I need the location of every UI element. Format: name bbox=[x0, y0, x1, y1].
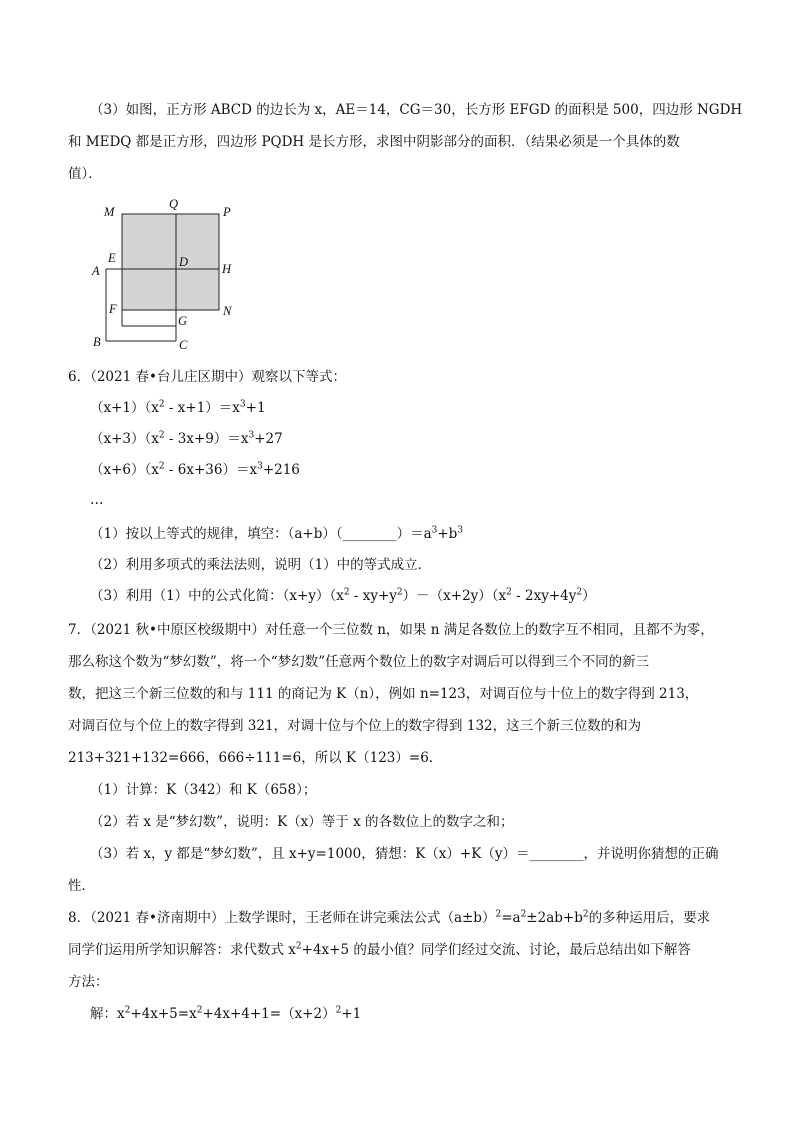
label-D: D bbox=[179, 255, 189, 269]
problem8-line3: 方法： bbox=[68, 974, 109, 990]
problem6-q2: （2）利用多项式的乘法法则，说明（1）中的等式成立． bbox=[90, 557, 432, 573]
problem6-ellipsis: … bbox=[90, 492, 104, 508]
label-H: H bbox=[222, 262, 232, 276]
label-Q: Q bbox=[169, 197, 179, 211]
geometry-figure bbox=[88, 196, 248, 354]
label-E: E bbox=[108, 251, 116, 265]
label-P: P bbox=[223, 205, 231, 219]
label-M: M bbox=[104, 205, 115, 219]
problem5-part3-line1: （3）如图，正方形 ABCD 的边长为 x，AE＝14，CG＝30，长方形 EFGD 的面积是 500，四边形 NGDH bbox=[90, 102, 743, 118]
problem6-eq2: $(x+3)(x^2 - 3x+9)=x^3+27$ bbox=[90, 430, 283, 447]
problem8-line4: 解：$x^2+4x+5=x^2+4x+4+1=(x+2)^2+1$ bbox=[90, 1005, 362, 1022]
problem7-line5: 213+321+132=666，666÷111=6，所以 K（123）=6． bbox=[68, 750, 443, 766]
problem6-eq3: $(x+6)(x^2 - 6x+36)=x^3+216$ bbox=[90, 461, 300, 478]
problem7-line3: 数，把这三个新三位数的和与 111 的商记为 K（n），例如 n=123，对调百位与十位上的数字得到 213， bbox=[68, 686, 699, 702]
problem8-line1: 8．（2021 春•济南期中）上数学课时，王老师在讲完乘法公式$(a\pm b)^2=a^2\pm 2ab+b^2$的多种运用后，要求 bbox=[68, 909, 711, 926]
problem7-q3: （3）若 x，y 都是“梦幻数”，且 x+y=1000，猜想：K（x）+K（y）＝________，并说明你猜想的正确 bbox=[90, 846, 719, 862]
label-B: B bbox=[93, 335, 101, 349]
problem7-line1: 7．（2021 秋•中原区校级期中）对任意一个三位数 n，如果 n 满足各数位上的数字互不相同，且都不为零， bbox=[68, 622, 714, 638]
problem5-part3-line2: 和 MEDQ 都是正方形，四边形 PQDH 是长方形，求图中阴影部分的面积．（结果必须是一个具体的数 bbox=[68, 134, 680, 150]
problem5-part3-line3: 值）． bbox=[68, 166, 102, 182]
problem7-q3-cont: 性． bbox=[68, 878, 95, 894]
problem6-header: 6．（2021 春•台儿庄区期中）观察以下等式： bbox=[68, 369, 346, 385]
label-A: A bbox=[92, 264, 100, 278]
problem6-eq1: $(x+1)(x^2 - x+1)=x^3+1$ bbox=[90, 399, 266, 416]
shaded-region bbox=[122, 214, 219, 310]
label-F: F bbox=[109, 302, 117, 316]
problem7-q1: （1）计算：K（342）和 K（658）； bbox=[90, 782, 317, 798]
problem6-q1: （1）按以上等式的规律，填空：$(a+b)(\_\_\_\_\_\_\_\_)=a^3+b^3$ bbox=[90, 525, 464, 542]
label-N: N bbox=[223, 304, 232, 318]
problem7-q2: （2）若 x 是“梦幻数”，说明：K（x）等于 x 的各数位上的数字之和； bbox=[90, 814, 514, 830]
problem7-line4: 对调百位与个位上的数字得到 321，对调十位与个位上的数字得到 132，这三个新三位数的和为 bbox=[68, 718, 642, 734]
label-G: G bbox=[178, 314, 188, 328]
label-C: C bbox=[179, 338, 188, 352]
problem8-line2: 同学们运用所学知识解答：求代数式 $x^2+4x+5$ 的最小值？同学们经过交流、讨论，最后总结出如下解答 bbox=[68, 941, 691, 958]
problem6-q3: （3）利用（1）中的公式化简：$(x+y)(x^2 - xy+y^2)-(x+2y)(x^2 - 2xy+4y^2)$ bbox=[90, 587, 596, 604]
problem7-line2: 那么称这个数为“梦幻数”，将一个“梦幻数”任意两个数位上的数字对调后可以得到三个不同的新三 bbox=[68, 654, 650, 670]
